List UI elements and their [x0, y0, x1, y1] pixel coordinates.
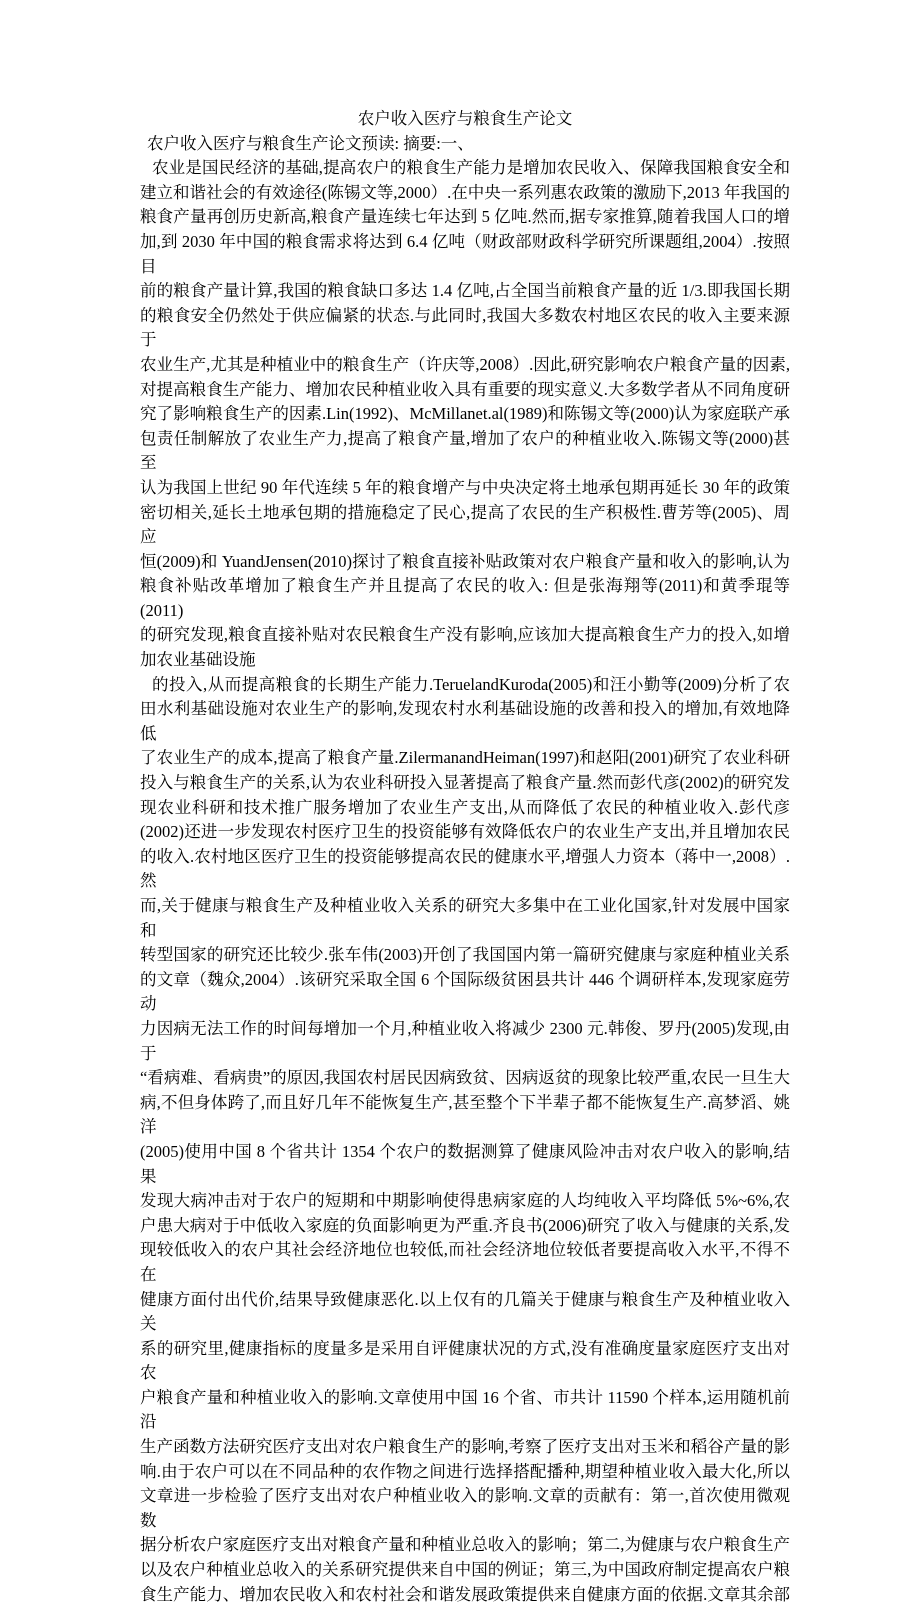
document-line: 加农业基础设施 — [140, 650, 256, 670]
document-line: 了农业生产的成本,提高了粮食产量.ZilermanandHeiman(1997)和赵阳(2001)研究了农业科研 — [140, 748, 790, 768]
document-line: 生产函数方法研究医疗支出对农户粮食生产的影响,考察了医疗支出对玉米和稻谷产量的影 — [140, 1437, 790, 1457]
document-line: 力因病无法工作的时间每增加一个月,种植业收入将减少 2300 元.韩俊、罗丹(2005)发现,由于 — [140, 1018, 790, 1063]
document-line: (2002)还进一步发现农村医疗卫生的投资能够有效降低农户的农业生产支出,并且增加农民 — [140, 822, 790, 842]
document-line: 前的粮食产量计算,我国的粮食缺口多达 1.4 亿吨,占全国当前粮食产量的近 1/3.即我国长期 — [140, 281, 790, 301]
document-line: 据分析农户家庭医疗支出对粮食产量和种植业总收入的影响；第二,为健康与农户粮食生产 — [140, 1535, 790, 1555]
document-line: 密切相关,延长土地承包期的措施稳定了民心,提高了农民的生产积极性.曹芳等(2005)、周应 — [140, 502, 790, 547]
document-line: 恒(2009)和 YuandJensen(2010)探讨了粮食直接补贴政策对农户粮食产量和收入的影响,认为 — [140, 551, 790, 571]
document-line: 农户收入医疗与粮食生产论文预读: 摘要:一、 — [147, 133, 474, 153]
document-line: 建立和谐社会的有效途径(陈锡文等,2000）.在中央一系列惠农政策的激励下,2013 年我国的 — [140, 182, 790, 202]
document-line: 加,到 2030 年中国的粮食需求将达到 6.4 亿吨（财政部财政科学研究所课题组,2004）.按照目 — [140, 231, 790, 276]
document-line: (2005)使用中国 8 个省共计 1354 个农户的数据测算了健康风险冲击对农户收入的影响,结果 — [140, 1141, 790, 1186]
document-line: “看病难、看病贵”的原因,我国农村居民因病致贫、因病返贫的现象比较严重,农民一旦生大 — [140, 1068, 790, 1088]
document-line: 对提高粮食生产能力、增加农民种植业收入具有重要的现实意义.大多数学者从不同角度研 — [140, 379, 790, 399]
document-line: 病,不但身体跨了,而且好几年不能恢复生产,甚至整个下半辈子都不能恢复生产.高梦滔、姚洋 — [140, 1092, 790, 1137]
document-body — [140, 132, 790, 1607]
document-line: 响.由于农户可以在不同品种的农作物之间进行选择搭配播种,期望种植业收入最大化,所以 — [140, 1461, 790, 1481]
document-line: 农业生产,尤其是种植业中的粮食生产（许庆等,2008）.因此,研究影响农户粮食产量的因素, — [140, 354, 790, 374]
document-line: 现较低收入的农户其社会经济地位也较低,而社会经济地位较低者要提高收入水平,不得不在 — [140, 1240, 790, 1284]
document-line: 发现大病冲击对于农户的短期和中期影响使得患病家庭的人均纯收入平均降低 5%~6%,农 — [140, 1191, 790, 1211]
document-line: 的投入,从而提高粮食的长期生产能力.TeruelandKuroda(2005)和汪小勤等(2009)分析了农 — [152, 674, 790, 694]
document-line: 田水利基础设施对农业生产的影响,发现农村水利基础设施的改善和投入的增加,有效地降低 — [140, 699, 790, 743]
document-line: 而,关于健康与粮食生产及种植业收入关系的研究大多集中在工业化国家,针对发展中国家和 — [140, 896, 790, 940]
document-title: 农户收入医疗与粮食生产论文 — [357, 109, 573, 128]
document-line: 食生产能力、增加农民收入和农村社会和谐发展政策提供来自健康方面的依据.文章其余部 — [140, 1584, 790, 1604]
document-line: 包责任制解放了农业生产力,提高了粮食产量,增加了农户的种植业收入.陈锡文等(2000)甚至 — [140, 428, 790, 473]
document-line: 现农业科研和技术推广服务增加了农业生产支出,从而降低了农民的种植业收入.彭代彦 — [140, 797, 790, 817]
document-line: 究了影响粮食生产的因素.Lin(1992)、McMillanet.al(1989)和陈锡文等(2000)认为家庭联产承 — [140, 404, 790, 424]
document-line: 以及农户种植业总收入的关系研究提供来自中国的例证；第三,为中国政府制定提高农户粮 — [140, 1560, 790, 1580]
document-line: 健康方面付出代价,结果导致健康恶化.以上仅有的几篇关于健康与粮食生产及种植业收入关 — [140, 1289, 790, 1334]
document-line: 的文章（魏众,2004）.该研究采取全国 6 个国际级贫困县共计 446 个调研样本,发现家庭劳动 — [140, 969, 790, 1014]
document-line: 转型国家的研究还比较少.张车伟(2003)开创了我国国内第一篇研究健康与家庭种植业关系 — [140, 945, 790, 965]
document-line: 文章进一步检验了医疗支出对农户种植业收入的影响.文章的贡献有：第一,首次使用微观数 — [140, 1486, 790, 1530]
document-line: 的研究发现,粮食直接补贴对农民粮食生产没有影响,应该加大提高粮食生产力的投入,如增 — [140, 625, 790, 645]
document-line: 系的研究里,健康指标的度量多是采用自评健康状况的方式,没有准确度量家庭医疗支出对农 — [140, 1338, 790, 1383]
document-line: 粮食补贴改革增加了粮食生产并且提高了农民的收入: 但是张海翔等(2011)和黄季琨等(2011) — [140, 576, 790, 620]
document-line: 投入与粮食生产的关系,认为农业科研投入显著提高了粮食产量.然而彭代彦(2002)的研究发 — [140, 773, 790, 793]
document-line: 的收入.农村地区医疗卫生的投资能够提高农民的健康水平,增强人力资本（蒋中一,2008）.然 — [140, 846, 790, 891]
document-line: 户粮食产量和种植业收入的影响.文章使用中国 16 个省、市共计 11590 个样本,运用随机前沿 — [140, 1387, 790, 1432]
document-line: 认为我国上世纪 90 年代连续 5 年的粮食增产与中央决定将土地承包期再延长 30 年的政策 — [140, 477, 791, 497]
document-column — [140, 107, 790, 1607]
document-line: 粮食产量再创历史新高,粮食产量连续七年达到 5 亿吨.然而,据专家推算,随着我国人口的增 — [140, 207, 790, 227]
document-line: 户患大病对于中低收入家庭的负面影响更为严重.齐良书(2006)研究了收入与健康的关系,发 — [140, 1215, 790, 1235]
document-line: 农业是国民经济的基础,提高农户的粮食生产能力是增加农民收入、保障我国粮食安全和 — [152, 158, 790, 178]
document-line: 的粮食安全仍然处于供应偏紧的状态.与此同时,我国大多数农村地区农民的收入主要来源于 — [140, 305, 790, 350]
